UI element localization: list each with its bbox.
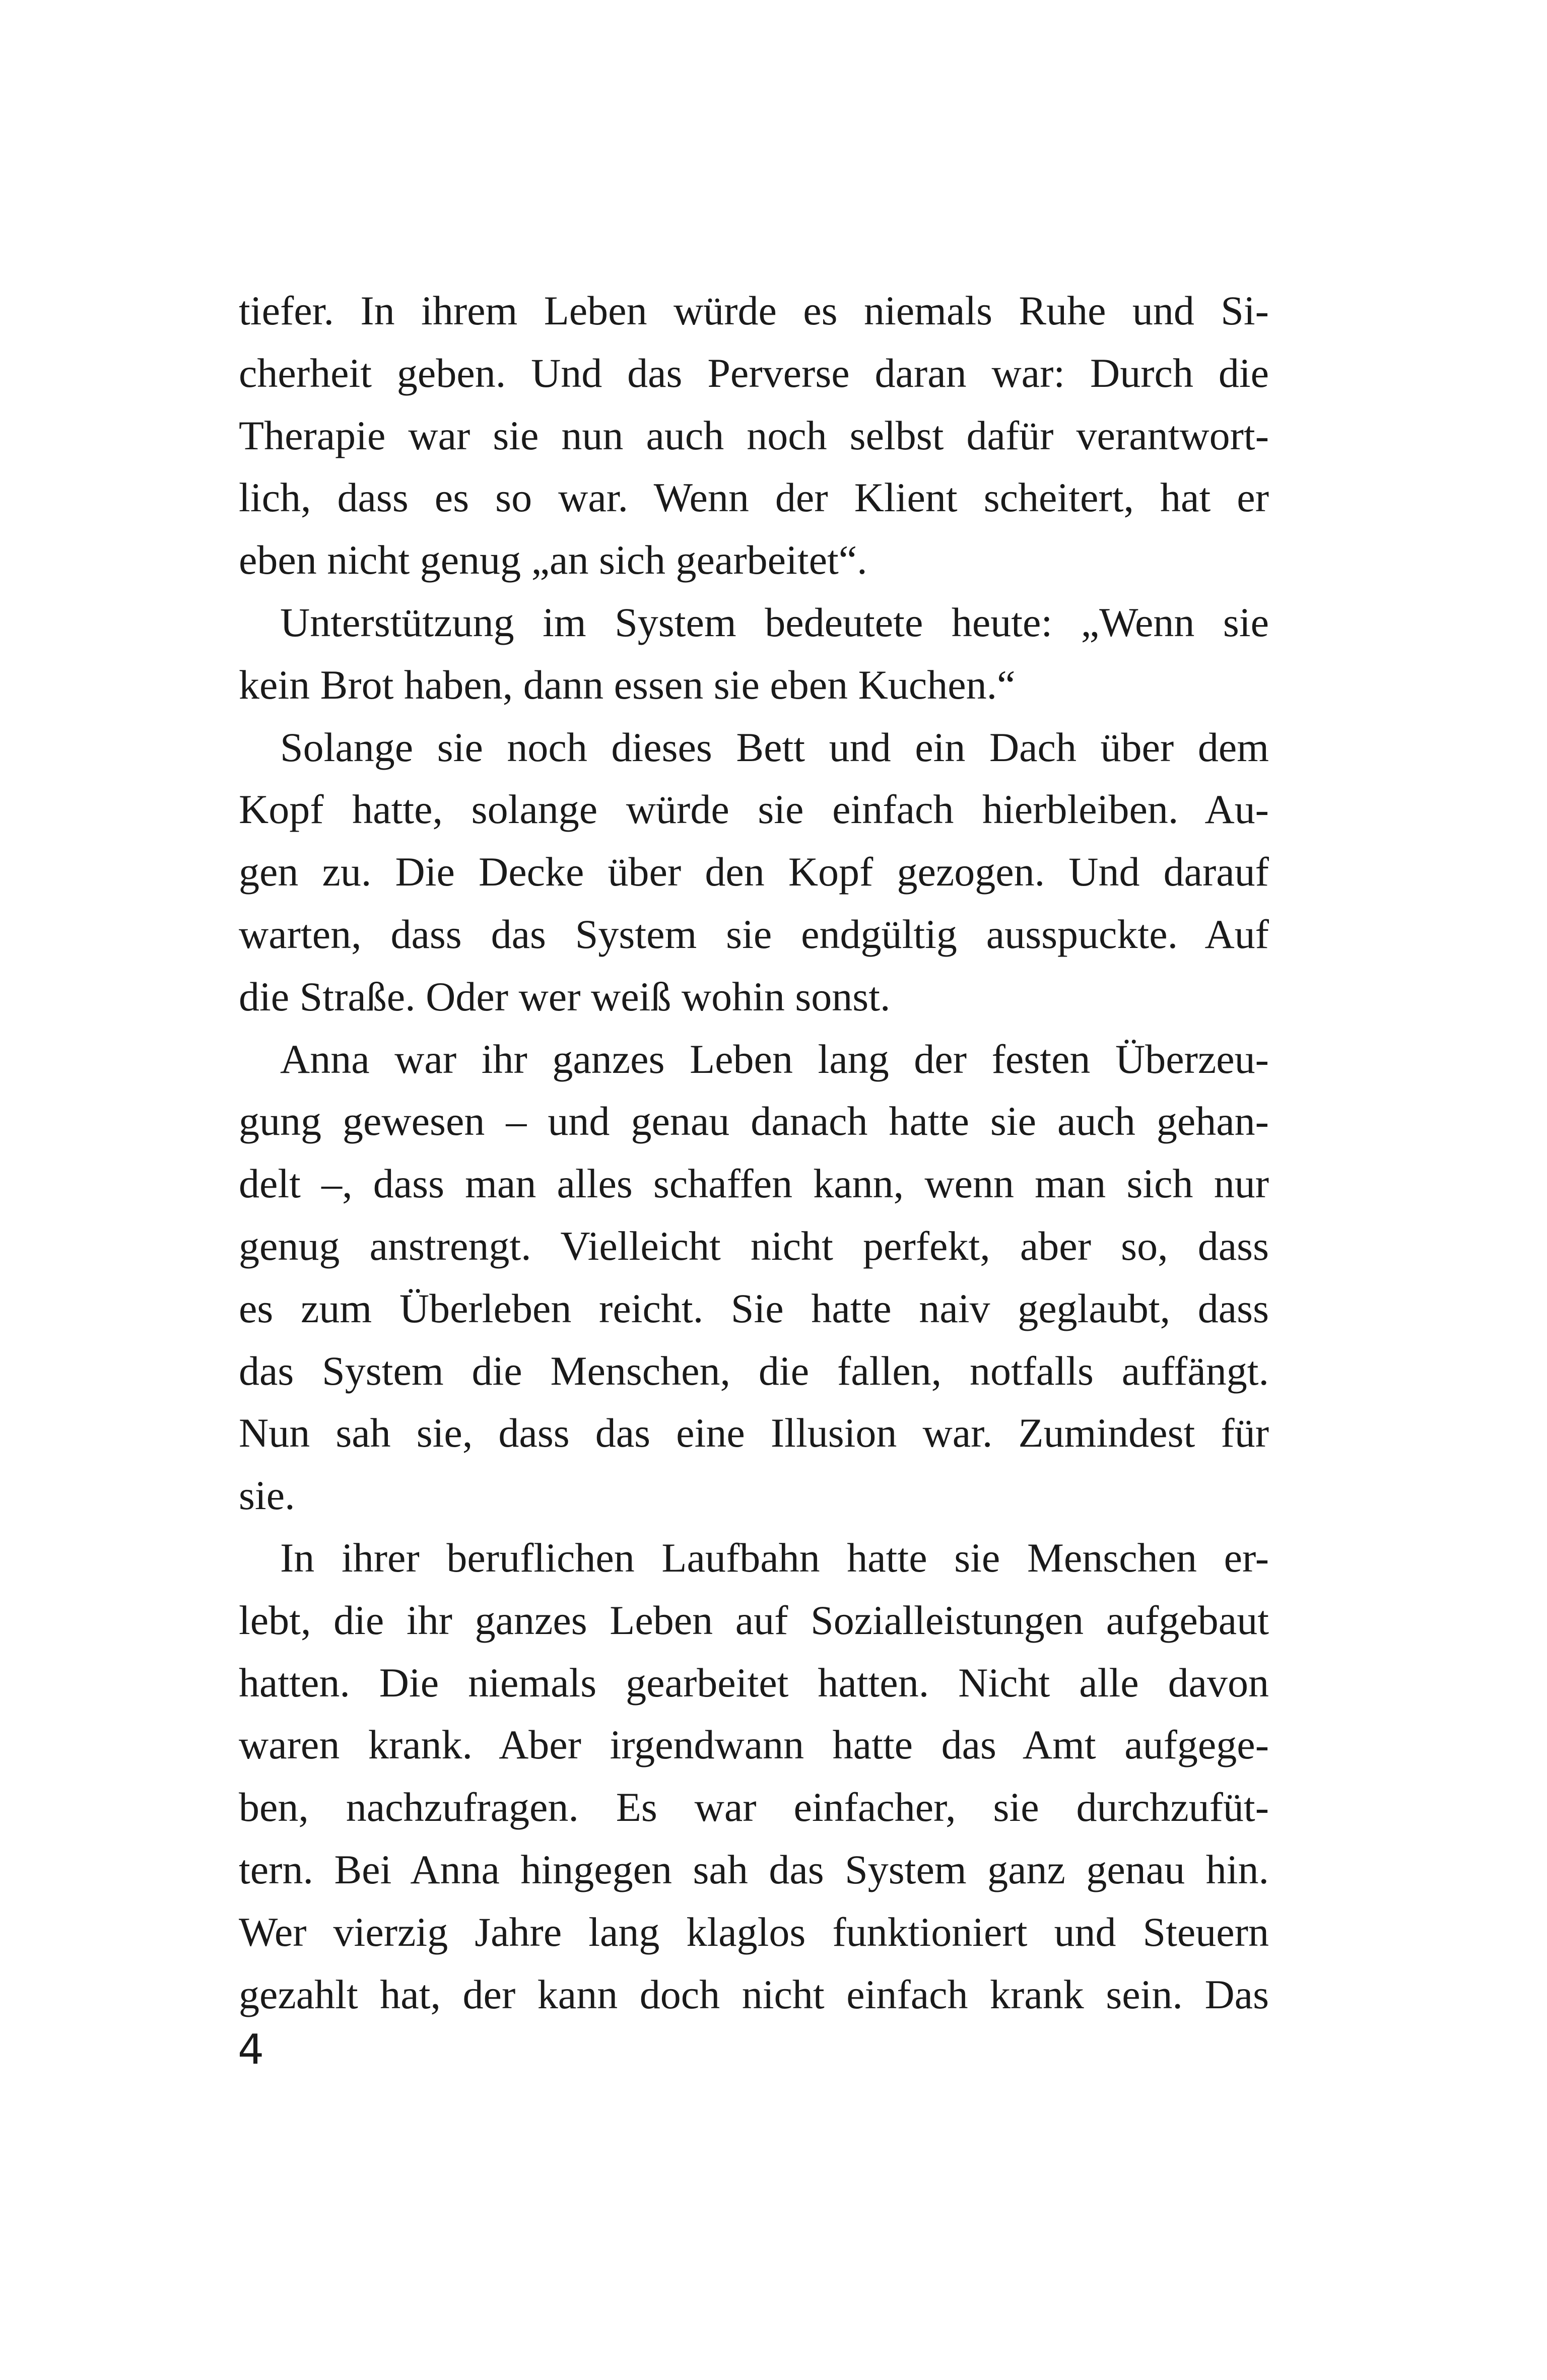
- text-line: tern. Bei Anna hingegen sah das System ganz genau hin.: [239, 1846, 1269, 1892]
- text-line: eben nicht genug „an sich gearbeitet“.: [239, 537, 867, 583]
- text-line: kein Brot haben, dann essen sie eben Kuchen.“: [239, 661, 1016, 708]
- text-line: Wer vierzig Jahre lang klaglos funktioniert und Steuern: [239, 1909, 1269, 1955]
- text-line: das System die Menschen, die fallen, notfalls auffängt.: [239, 1347, 1269, 1394]
- text-line: gezahlt hat, der kann doch nicht einfach krank sein. Das: [239, 1971, 1269, 2017]
- paragraph-first-line: Solange sie noch dieses Bett und ein Dach über dem: [280, 724, 1269, 770]
- paragraph-first-line: Unterstützung im System bedeutete heute: „Wenn sie: [280, 599, 1269, 645]
- text-line: Nun sah sie, dass das eine Illusion war. Zumindest für: [239, 1410, 1269, 1456]
- text-line: gen zu. Die Decke über den Kopf gezogen. Und darauf: [239, 849, 1269, 895]
- paragraph-first-line: Anna war ihr ganzes Leben lang der festen Überzeu-: [280, 1036, 1269, 1082]
- paragraph-first-line: In ihrer beruflichen Laufbahn hatte sie Menschen er-: [280, 1534, 1269, 1581]
- text-line: gung gewesen – und genau danach hatte sie auch gehan-: [239, 1098, 1269, 1144]
- body-text: [239, 280, 1269, 2025]
- text-line: die Straße. Oder wer weiß wohin sonst.: [239, 973, 891, 1019]
- text-line: waren krank. Aber irgendwann hatte das Amt aufgege-: [239, 1722, 1269, 1768]
- text-line: genug anstrengt. Vielleicht nicht perfekt, aber so, dass: [239, 1222, 1269, 1269]
- text-line: warten, dass das System sie endgültig ausspuckte. Auf: [239, 911, 1269, 957]
- text-line: Therapie war sie nun auch noch selbst dafür verantwort-: [239, 412, 1269, 458]
- text-line: hatten. Die niemals gearbeitet hatten. Nicht alle davon: [239, 1659, 1269, 1706]
- text-line: sie.: [239, 1472, 295, 1519]
- text-line: lebt, die ihr ganzes Leben auf Sozialleistungen aufgebaut: [239, 1597, 1269, 1643]
- text-line: ben, nachzufragen. Es war einfacher, sie durchzufüt-: [239, 1784, 1269, 1830]
- text-line: es zum Überleben reicht. Sie hatte naiv geglaubt, dass: [239, 1285, 1269, 1331]
- text-line: lich, dass es so war. Wenn der Klient scheitert, hat er: [239, 474, 1269, 521]
- text-line: cherheit geben. Und das Perverse daran war: Durch die: [239, 350, 1269, 396]
- text-line: delt –, dass man alles schaffen kann, wenn man sich nur: [239, 1161, 1269, 1207]
- page-number: 4: [238, 2026, 264, 2074]
- text-line: Kopf hatte, solange würde sie einfach hierbleiben. Au-: [239, 786, 1269, 833]
- text-line: tiefer. In ihrem Leben würde es niemals Ruhe und Si-: [239, 288, 1269, 333]
